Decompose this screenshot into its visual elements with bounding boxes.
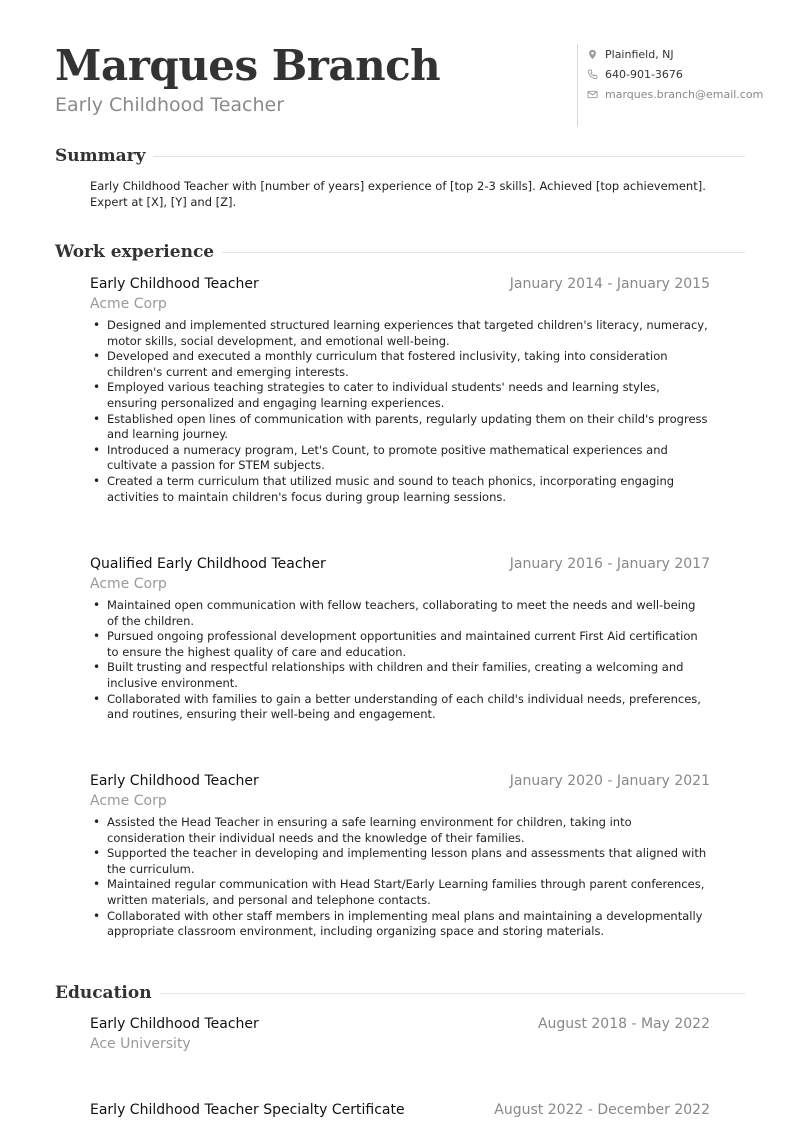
degree-dates: August 2022 - December 2022	[494, 1102, 710, 1118]
list-item: • Built trusting and respectful relationships with children and their families, creating a welcoming and inclusive environment.	[90, 660, 710, 691]
contact-block	[577, 44, 763, 126]
list-item: • Collaborated with families to gain a better understanding of each child's individual needs, preferences, and routines, ensuring their well-being and engagement.	[90, 692, 710, 723]
envelope-icon	[586, 88, 598, 100]
list-item: • Collaborated with other staff members in implementing meal plans and maintaining a developmentally appropriate classroom environment, including organizing space and storing materials.	[90, 909, 710, 940]
list-item: • Maintained regular communication with Head Start/Early Learning families through parent conferences, written materials, and personal and telephone contacts.	[90, 877, 710, 908]
list-item: • Created a term curriculum that utilized music and sound to teach phonics, incorporating engaging activities to maintain children's focus during group learning sessions.	[90, 474, 710, 505]
job-company: Acme Corp	[90, 793, 167, 809]
job-bullets	[90, 815, 710, 940]
list-item: • Assisted the Head Teacher in ensuring a safe learning environment for children, taking into consideration their individual needs and the knowledge of their families.	[90, 815, 710, 846]
section-divider	[153, 156, 745, 157]
summary-heading	[55, 146, 745, 166]
list-item: • Supported the teacher in developing and implementing lesson plans and assessments that aligned with the curriculum.	[90, 846, 710, 877]
work-entry	[90, 773, 710, 940]
degree-dates: August 2018 - May 2022	[537, 1016, 710, 1032]
degree-title: Early Childhood Teacher Specialty Certificate	[90, 1102, 405, 1118]
email-text: marques.branch@email.com	[605, 87, 764, 101]
summary-heading-text: Summary	[55, 146, 146, 166]
work-heading	[55, 242, 745, 262]
education-entry	[90, 1016, 710, 1052]
job-bullets	[90, 598, 710, 723]
job-company: Acme Corp	[90, 576, 167, 592]
phone-text: 640-901-3676	[605, 67, 683, 81]
section-divider	[222, 252, 745, 253]
summary-text: Early Childhood Teacher with [number of years] experience of [top 2-3 skills]. Achieved [top achievement]. Expert at [X], [Y] and [Z].	[90, 179, 706, 209]
job-title: Qualified Early Childhood Teacher	[90, 556, 326, 572]
institution: Ace University	[90, 1036, 191, 1052]
list-item: • Employed various teaching strategies to cater to individual students' needs and learning styles, ensuring personalized and engaging learning experiences.	[90, 380, 710, 411]
candidate-title: Early Childhood Teacher	[55, 94, 285, 116]
contact-email[interactable]	[586, 84, 763, 104]
list-item: • Maintained open communication with fellow teachers, collaborating to meet the needs and well-being of the children.	[90, 598, 710, 629]
job-bullets	[90, 318, 710, 505]
contact-phone	[586, 64, 763, 84]
list-item: • Designed and implemented structured learning experiences that targeted children's literacy, numeracy, motor skills, social development, and emotional well-being.	[90, 318, 710, 349]
job-title: Early Childhood Teacher	[90, 276, 259, 292]
list-item: • Developed and executed a monthly curriculum that fostered inclusivity, taking into consideration children's current and emerging interests.	[90, 349, 710, 380]
location-pin-icon	[586, 48, 598, 60]
phone-icon	[586, 68, 598, 80]
degree-title: Early Childhood Teacher	[90, 1016, 259, 1032]
contact-location	[586, 44, 763, 64]
job-dates: January 2014 - January 2015	[509, 276, 710, 292]
education-heading	[55, 983, 745, 1003]
education-entry	[90, 1102, 710, 1118]
candidate-name: Marques Branch	[55, 41, 441, 90]
job-title: Early Childhood Teacher	[90, 773, 259, 789]
location-text: Plainfield, NJ	[605, 47, 674, 61]
work-entry	[90, 276, 710, 505]
work-heading-text: Work experience	[55, 242, 215, 262]
list-item: • Pursued ongoing professional development opportunities and maintained current First Aid certification to ensure the highest quality of care and education.	[90, 629, 710, 660]
job-company: Acme Corp	[90, 296, 167, 312]
job-dates: January 2016 - January 2017	[509, 556, 710, 572]
section-divider	[160, 993, 745, 994]
work-entry	[90, 556, 710, 723]
job-dates: January 2020 - January 2021	[509, 773, 710, 789]
education-heading-text: Education	[55, 983, 152, 1003]
list-item: • Introduced a numeracy program, Let's Count, to promote positive mathematical experiences and cultivate a passion for STEM subjects.	[90, 443, 710, 474]
list-item: • Established open lines of communication with parents, regularly updating them on their child's progress and learning journey.	[90, 412, 710, 443]
